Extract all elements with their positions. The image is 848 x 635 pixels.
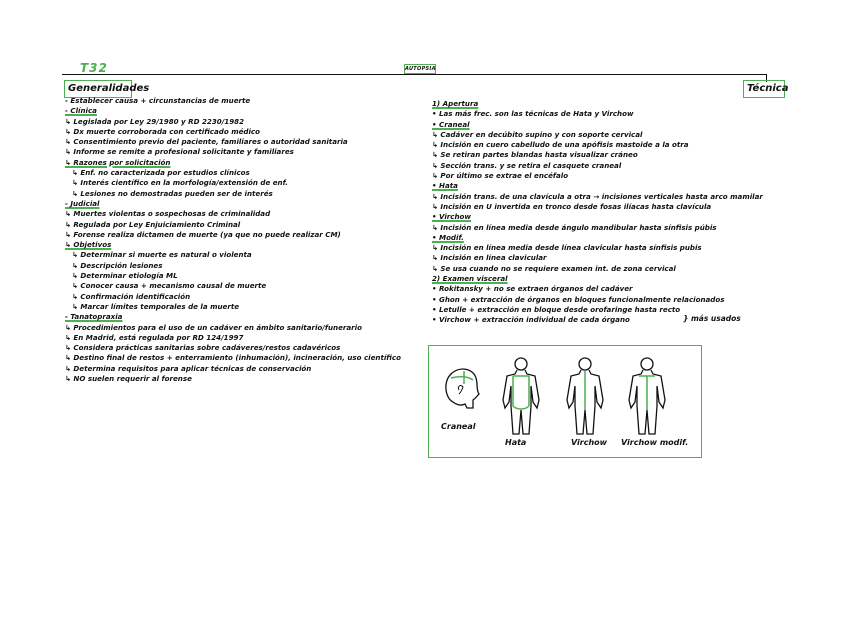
- subheading: • Virchow: [432, 212, 471, 222]
- note-text: • Las más frec. son las técnicas de Hata y Virchow: [432, 109, 634, 119]
- right-column-line: [432, 150, 763, 160]
- generalidades-notes: [65, 96, 401, 384]
- incision-diagram: [428, 345, 702, 458]
- right-column-line: [432, 161, 763, 171]
- subheading: 1) Apertura: [432, 99, 479, 108]
- note-text: ↳ Considera prácticas sanitarias sobre cadáveres/restos cadavéricos: [65, 343, 341, 353]
- right-column-line: [432, 140, 763, 150]
- right-column-line: [432, 130, 763, 140]
- label-virchow: Virchow: [571, 438, 608, 447]
- subheading: - Tanatopraxia: [65, 312, 123, 322]
- body-hata-drawing: [503, 358, 539, 434]
- left-column-line: [65, 271, 401, 281]
- note-text: ↳ Procedimientos para el uso de un cadáver en ámbito sanitario/funerario: [65, 322, 362, 332]
- left-column-line: [65, 374, 401, 384]
- left-column-line: [65, 240, 401, 250]
- note-text: ↳ Incisión en cuero cabelludo de una apófisis mastoide a la otra: [432, 140, 689, 150]
- left-column-line: [65, 333, 401, 343]
- note-text: ↳ Incisión en U invertida en tronco desde fosas ilíacas hasta clavícula: [432, 201, 712, 211]
- note-text: ↳ Incisión en línea media desde ángulo mandibular hasta sínfisis púbis: [432, 222, 717, 232]
- note-text: ↳ Legislada por Ley 29/1980 y RD 2230/1982: [65, 116, 245, 126]
- subheading: ↳ Objetivos: [65, 240, 112, 250]
- note-text: ↳ Consentimiento previo del paciente, familiares o autoridad sanitaria: [65, 137, 348, 147]
- note-text: ↳ Incisión en línea clavicular: [432, 253, 547, 263]
- left-column-line: [65, 189, 401, 199]
- left-column-line: [65, 250, 401, 260]
- subheading: • Hata: [432, 181, 458, 191]
- note-text: ↳ Lesiones no demostradas pueden ser de interés: [72, 188, 273, 198]
- note-text: ↳ Confirmación identificación: [72, 291, 191, 301]
- right-column-line: [432, 295, 763, 305]
- note-text: ↳ Descripción lesiones: [72, 260, 163, 270]
- tecnica-notes: [432, 99, 763, 326]
- left-column-line: [65, 137, 401, 147]
- subheading: - Judicial: [65, 198, 100, 208]
- right-column-line: [432, 233, 763, 243]
- right-column-line: [432, 284, 763, 294]
- note-text: ↳ Interés científico en la morfología/extensión de enf.: [72, 178, 288, 188]
- subheading: • Modif.: [432, 232, 464, 242]
- right-column-line: [432, 99, 763, 109]
- note-text: ↳ Regulada por Ley Enjuiciamiento Criminal: [65, 219, 241, 229]
- right-column-line: [432, 109, 763, 119]
- left-column-line: [65, 96, 401, 106]
- left-column-line: [65, 209, 401, 219]
- left-column-line: [65, 261, 401, 271]
- left-column-line: [65, 158, 401, 168]
- virchow-modif-incision-line: [639, 376, 655, 410]
- note-text: ↳ Cadáver en decúbito supino y con soporte cervical: [432, 129, 643, 139]
- bracket-note: } más usados: [683, 314, 741, 323]
- right-column-line: [432, 223, 763, 233]
- note-text: ↳ Conocer causa + mecanismo causal de muerte: [72, 281, 267, 291]
- section-heading-tecnica: Técnica: [743, 80, 785, 98]
- left-column-line: [65, 323, 401, 333]
- note-text: ↳ Determina requisitos para aplicar técnicas de conservación: [65, 363, 312, 373]
- left-column-line: [65, 147, 401, 157]
- right-column-line: [432, 202, 763, 212]
- note-text: • Rokitansky + no se extraen órganos del cadáver: [432, 284, 633, 294]
- note-text: ↳ Determinar si muerte es natural o violenta: [72, 250, 252, 260]
- right-column-line: [432, 212, 763, 222]
- hata-incision-line: [513, 376, 529, 409]
- note-text: ↳ Enf. no caracterizada por estudios clínicos: [72, 168, 250, 178]
- note-text: ↳ Muertes violentas o sospechosas de criminalidad: [65, 209, 271, 219]
- note-text: - Establecer causa + circunstancias de muerte: [65, 96, 251, 105]
- subheading: ↳ Razones por solicitación: [65, 157, 171, 167]
- note-text: ↳ Informe se remite a profesional solicitante y familiares: [65, 147, 294, 157]
- note-text: ↳ Dx muerte corroborada con certificado médico: [65, 126, 261, 136]
- label-virchow-modif: Virchow modif.: [621, 438, 689, 447]
- left-column-line: [65, 127, 401, 137]
- page-title: AUTOPSIA: [405, 66, 436, 72]
- note-text: • Virchow + extracción individual de cada órgano: [432, 315, 630, 325]
- subheading: 2) Examen visceral: [432, 274, 508, 284]
- right-column-line: [432, 181, 763, 191]
- left-column-line: [65, 312, 401, 322]
- left-column-line: [65, 343, 401, 353]
- subheading: • Craneal: [432, 119, 470, 129]
- note-text: ↳ Incisión en línea media desde línea clavicular hasta sínfisis pubis: [432, 243, 702, 253]
- section-heading-generalidades: Generalidades: [64, 80, 132, 98]
- label-craneal: Craneal: [441, 422, 476, 431]
- header-rule: [62, 74, 766, 75]
- right-column-line: [432, 120, 763, 130]
- note-text: ↳ Determinar etiología ML: [72, 271, 178, 281]
- topic-number: T32: [80, 61, 108, 75]
- right-column-line: [432, 192, 763, 202]
- left-column-line: [65, 117, 401, 127]
- note-text: ↳ Incisión trans. de una clavícula a otra → incisiones verticales hasta arco mamilar: [432, 191, 763, 201]
- left-column-line: [65, 220, 401, 230]
- left-column-line: [65, 364, 401, 374]
- label-hata: Hata: [505, 438, 527, 447]
- left-column-line: [65, 230, 401, 240]
- left-column-line: [65, 106, 401, 116]
- note-text: ↳ Se retiran partes blandas hasta visualizar cráneo: [432, 150, 638, 160]
- note-text: ↳ Se usa cuando no se requiere examen int. de zona cervical: [432, 263, 676, 273]
- right-column-line: [432, 171, 763, 181]
- note-text: ↳ En Madrid, está regulada por RD 124/1997: [65, 332, 244, 342]
- left-column-line: [65, 292, 401, 302]
- head-profile-drawing: [446, 369, 479, 408]
- right-column-line: [432, 264, 763, 274]
- right-column-line: [432, 243, 763, 253]
- note-text: ↳ Destino final de restos + enterramiento (inhumación), incineración, uso científico: [65, 353, 401, 363]
- note-text: ↳ Forense realiza dictamen de muerte (ya que no puede realizar CM): [65, 229, 341, 239]
- right-column-line: [432, 274, 763, 284]
- left-column-line: [65, 353, 401, 363]
- note-text: ↳ Marcar límites temporales de la muerte: [72, 301, 240, 311]
- right-column-line: [432, 253, 763, 263]
- note-text: ↳ Por último se extrae el encéfalo: [432, 171, 569, 181]
- note-text: • Ghon + extracción de órganos en bloques funcionalmente relacionados: [432, 294, 725, 304]
- left-column-line: [65, 168, 401, 178]
- left-column-line: [65, 302, 401, 312]
- note-text: ↳ Sección trans. y se retira el casquete craneal: [432, 160, 622, 170]
- note-text: ↳ NO suelen requerir al forense: [65, 374, 192, 384]
- cranial-incision-line: [451, 371, 473, 384]
- note-text: • Letulle + extracción en bloque desde orofaringe hasta recto: [432, 304, 681, 314]
- left-column-line: [65, 281, 401, 291]
- left-column-line: [65, 178, 401, 188]
- left-column-line: [65, 199, 401, 209]
- subheading: - Clínica: [65, 106, 97, 116]
